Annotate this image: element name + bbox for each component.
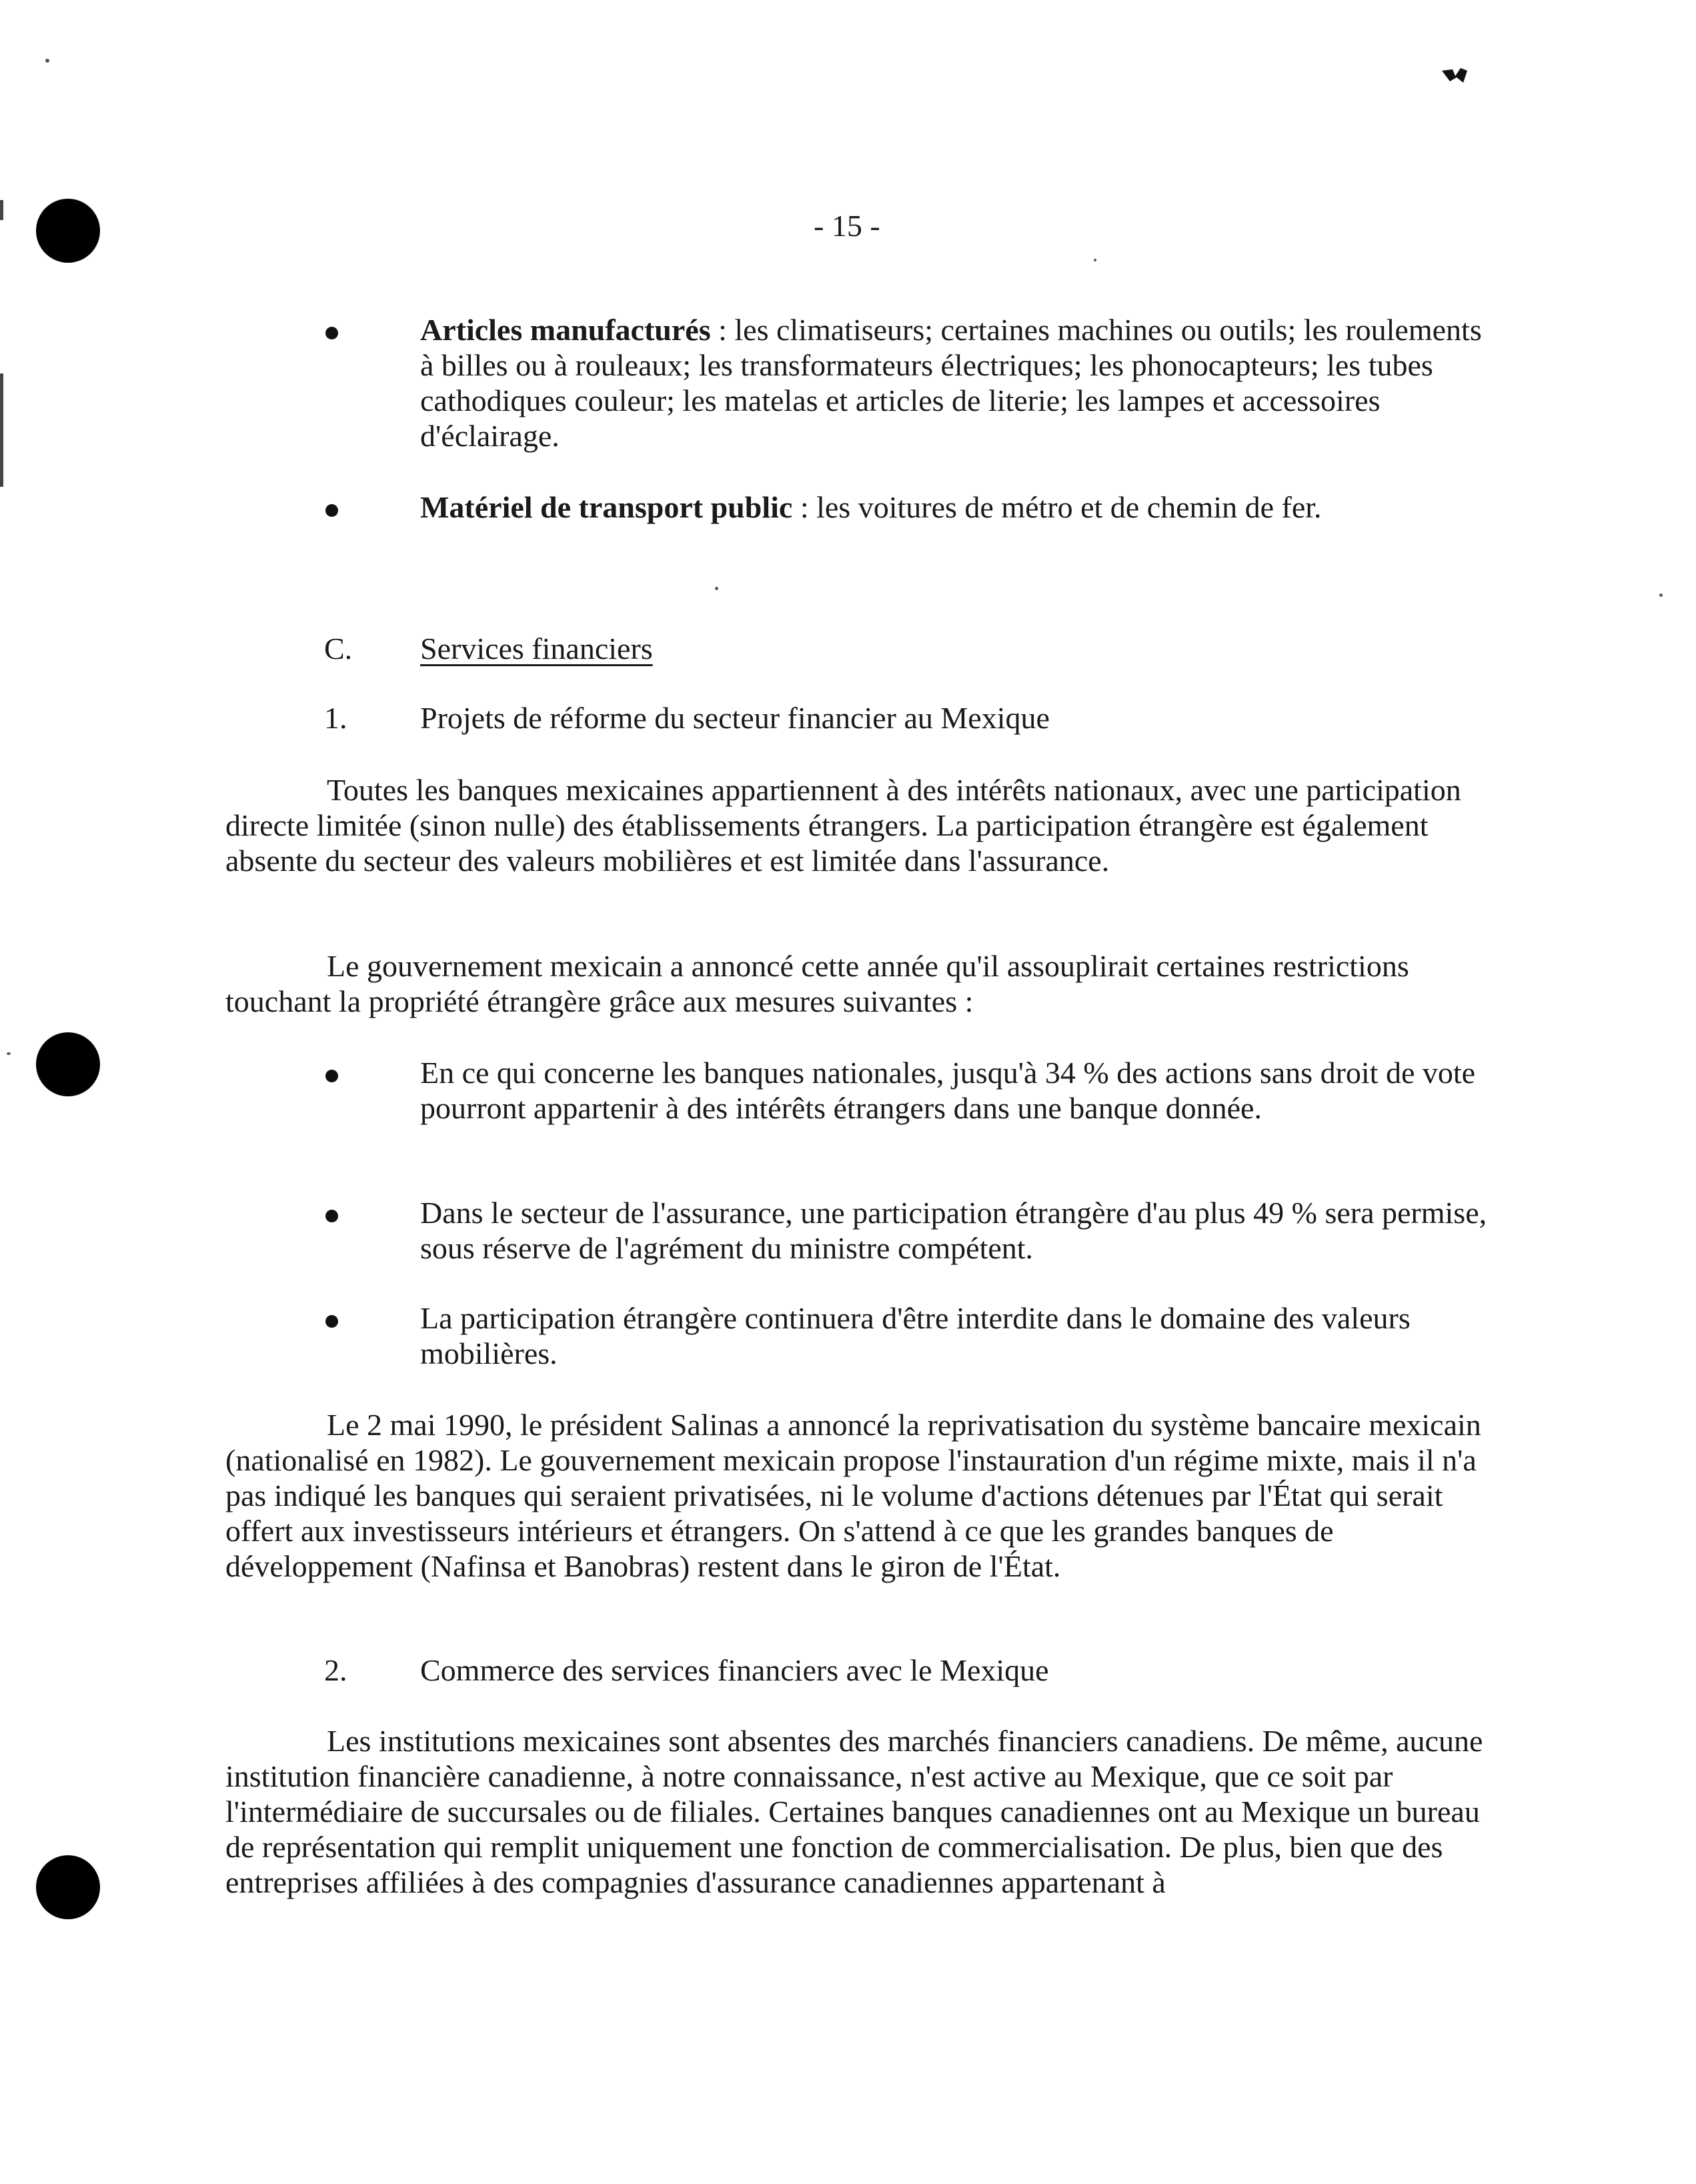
- paragraph: Les institutions mexicaines sont absentes des marchés financiers canadiens. De même, aucune institution financière canadienne, à notre connaissance, n'est active au Mexique, que ce soit par l'intermédiaire de succursales ou de filiales. Certaines banques canadiennes ont au Mexique un bureau de représentation qui remplit uniquement une fonction de commercialisation. De plus, bien que des entreprises affiliées à des compagnies d'assurance canadiennes appartenant à: [225, 1724, 1483, 1899]
- bullet-public-transport: [420, 489, 1501, 525]
- punch-hole-middle: [36, 1032, 100, 1096]
- page-number: - 15 -: [814, 209, 880, 243]
- paragraph: Toutes les banques mexicaines appartiennent à des intérêts nationaux, avec une participation directe limitée (sinon nulle) des établissements étrangers. La participation étrangère est également absente du secteur des valeurs mobilières et est limitée dans l'assurance.: [225, 773, 1461, 878]
- bullet-separator: :: [710, 313, 735, 347]
- subsection-title: Commerce des services financiers avec le Mexique: [420, 1653, 1049, 1687]
- bullet-lead: Matériel de transport public: [420, 490, 793, 524]
- bullet-dot: [325, 504, 338, 517]
- subsection-heading: [0, 700, 1696, 736]
- bullet-text: les climatiseurs; certaines machines ou outils; les roulements à billes ou à rouleaux; les transformateurs électriques; les phonocapteurs; les tubes cathodiques couleur; les matelas et articles de literie; les lampes et accessoires d'éclairage.: [420, 313, 1482, 453]
- scan-speck: [715, 587, 718, 590]
- scan-speck: [1094, 259, 1096, 261]
- section-heading: [0, 631, 1696, 666]
- subsection-title: Projets de réforme du secteur financier au Mexique: [420, 701, 1050, 735]
- margin-mark: [0, 373, 3, 487]
- subsection-number: 1.: [324, 701, 347, 735]
- bullet-item: En ce qui concerne les banques nationales, jusqu'à 34 % des actions sans droit de vote pourront appartenir à des intérêts étrangers dans une banque donnée.: [420, 1056, 1476, 1125]
- bullet-dot: [325, 1210, 338, 1222]
- scan-speck: [45, 59, 49, 63]
- bullet-dot: [325, 327, 338, 339]
- punch-hole-top: [36, 199, 100, 263]
- subsection-heading: [0, 1653, 1696, 1688]
- bullet-manufactured-goods: [420, 312, 1501, 453]
- bullet-dot: [325, 1070, 338, 1082]
- scan-blot: [1441, 67, 1470, 84]
- section-letter: C.: [324, 632, 353, 666]
- scan-speck: [1659, 594, 1663, 597]
- bullet-item: La participation étrangère continuera d'être interdite dans le domaine des valeurs mobilières.: [420, 1301, 1411, 1370]
- bullet-text: les voitures de métro et de chemin de fer.: [816, 490, 1322, 524]
- bullet-separator: :: [792, 490, 817, 524]
- subsection-number: 2.: [324, 1653, 347, 1687]
- bullet-dot: [325, 1315, 338, 1328]
- margin-mark: [0, 200, 3, 220]
- section-title: Services financiers: [420, 632, 653, 666]
- paragraph: Le gouvernement mexicain a annoncé cette année qu'il assouplirait certaines restrictions touchant la propriété étrangère grâce aux mesures suivantes :: [225, 949, 1409, 1018]
- bullet-lead: Articles manufacturés: [420, 313, 711, 347]
- punch-hole-bottom: [36, 1855, 100, 1919]
- scan-speck: [7, 1052, 11, 1055]
- paragraph: Le 2 mai 1990, le président Salinas a annoncé la reprivatisation du système bancaire mexicain (nationalisé en 1982). Le gouvernement mexicain propose l'instauration d'un régime mixte, mais il n'a pas indiqué les banques qui seraient privatisées, ni le volume d'actions détenues par l'État qui serait offert aux investisseurs intérieurs et étrangers. On s'attend à ce que les grandes banques de développement (Nafinsa et Banobras) restent dans le giron de l'État.: [225, 1408, 1481, 1583]
- bullet-item: Dans le secteur de l'assurance, une participation étrangère d'au plus 49 % sera permise, sous réserve de l'agrément du ministre compétent.: [420, 1196, 1487, 1265]
